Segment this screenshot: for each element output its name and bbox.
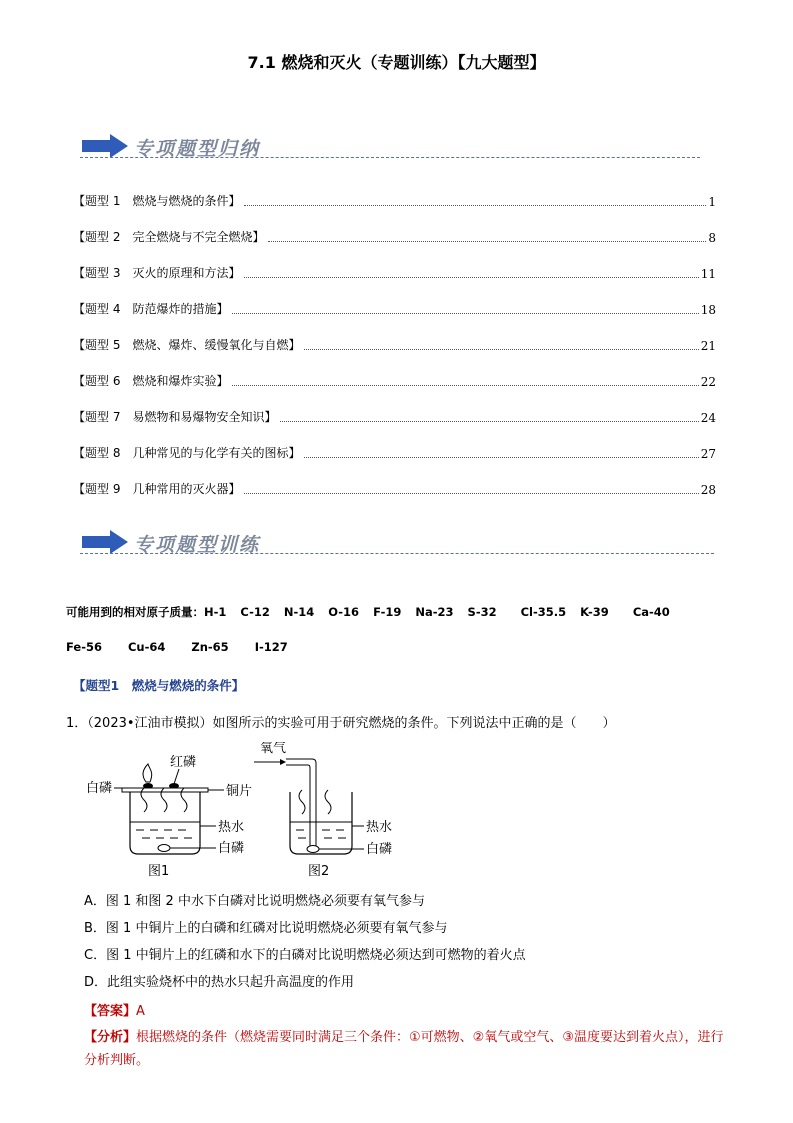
toc-entry-label: 【题型 1 燃烧与燃烧的条件】 [73,194,241,208]
toc-entry-label: 【题型 6 燃烧和爆炸实验】 [73,374,229,388]
toc-leader-dots [244,205,706,206]
experiment-figure [84,742,404,882]
toc-leader-dots [268,241,706,242]
label-white-phosphorus-1: 白磷 [218,841,245,856]
option-b: B．图 1 中铜片上的白磷和红磷对比说明燃烧必须要有氧气参与 [84,921,448,936]
toc-entry[interactable] [73,229,716,245]
toc-leader-dots [304,457,698,458]
question-type-heading: 【题型1 燃烧与燃烧的条件】 [73,678,245,693]
question-stem: 1．（2023•江油市模拟）如图所示的实验可用于研究燃烧的条件。下列说法中正确的是（ ） [66,716,616,731]
option-d: D．此组实验烧杯中的热水只起升高温度的作用 [84,975,355,990]
label-red-phosphorus: 红磷 [170,755,197,770]
label-white-phosphorus-2: 白磷 [366,842,393,857]
flame-icon [143,764,152,782]
label-oxygen: 氧气 [260,742,287,756]
toc-entry-label: 【题型 8 几种常见的与化学有关的图标】 [73,446,301,460]
toc-entry[interactable] [73,193,716,209]
toc-leader-dots [232,313,698,314]
banner-title: 专项题型训练 [134,534,261,556]
toc-page-number: 22 [700,375,716,389]
arrow-icon [82,530,130,554]
label-copper: 铜片 [226,784,253,799]
toc-page-number: 24 [700,411,716,425]
analysis-tag: 【分析】 [84,1030,137,1045]
label-hot-water-1: 热水 [218,820,245,835]
toc-entry[interactable] [73,445,716,461]
label-hot-water-2: 热水 [366,820,393,835]
toc-leader-dots [244,277,698,278]
toc-leader-dots [244,493,698,494]
toc-entry[interactable] [73,301,716,317]
section-banner-summary [80,130,700,162]
banner-divider [80,553,714,554]
answer-value: A [136,1004,145,1019]
atomic-mass-line-2: Fe-56 Cu-64 Zn-65 I-127 [66,640,288,654]
banner-title: 专项题型归纳 [134,138,261,160]
analysis [84,1026,734,1072]
arrow-icon [82,134,130,158]
toc-page-number: 1 [708,195,716,209]
option-c: C．图 1 中铜片上的红磷和水下的白磷对比说明燃烧必须达到可燃物的着火点 [84,948,526,963]
toc-entry-label: 【题型 7 易燃物和易爆物安全知识】 [73,410,277,424]
toc-page-number: 18 [700,303,716,317]
answer [84,1000,145,1019]
toc-entry-label: 【题型 9 几种常用的灭火器】 [73,482,241,496]
toc-entry-label: 【题型 3 灭火的原理和方法】 [73,266,241,280]
analysis-text: 根据燃烧的条件（燃烧需要同时满足三个条件：①可燃物、②氧气或空气、③温度要达到着火点），进行分析判断。 [84,1030,724,1068]
label-white-phosphorus: 白磷 [86,781,113,796]
toc-page-number: 28 [700,483,716,497]
toc-page-number: 8 [708,231,716,245]
toc-entry[interactable] [73,481,716,497]
page-title: 7.1 燃烧和灭火（专题训练）【九大题型】 [247,53,546,72]
toc-page-number: 21 [700,339,716,353]
section-banner-training [80,526,714,558]
toc-entry[interactable] [73,337,716,353]
option-a: A．图 1 和图 2 中水下白磷对比说明燃烧必须要有氧气参与 [84,894,425,909]
banner-divider [80,157,700,158]
toc-entry-label: 【题型 4 防范爆炸的措施】 [73,302,229,316]
toc-entry-label: 【题型 5 燃烧、爆炸、缓慢氧化与自燃】 [73,338,301,352]
answer-tag: 【答案】 [84,1004,137,1019]
toc-entry-label: 【题型 2 完全燃烧与不完全燃烧】 [73,230,265,244]
fig1-caption: 图1 [148,864,170,879]
toc-leader-dots [304,349,698,350]
toc-entry[interactable] [73,373,716,389]
toc-entry[interactable] [73,409,716,425]
toc-entry[interactable] [73,265,716,281]
toc-page-number: 27 [700,447,716,461]
atomic-mass-line-1: 可能用到的相对原子质量：H-1 C-12 N-14 O-16 F-19 Na-23 S-32 Cl-35.5 K-39 Ca-40 [66,605,670,619]
toc-leader-dots [232,385,698,386]
toc-page-number: 11 [700,267,716,281]
toc-leader-dots [280,421,698,422]
fig2-caption: 图2 [308,864,330,879]
